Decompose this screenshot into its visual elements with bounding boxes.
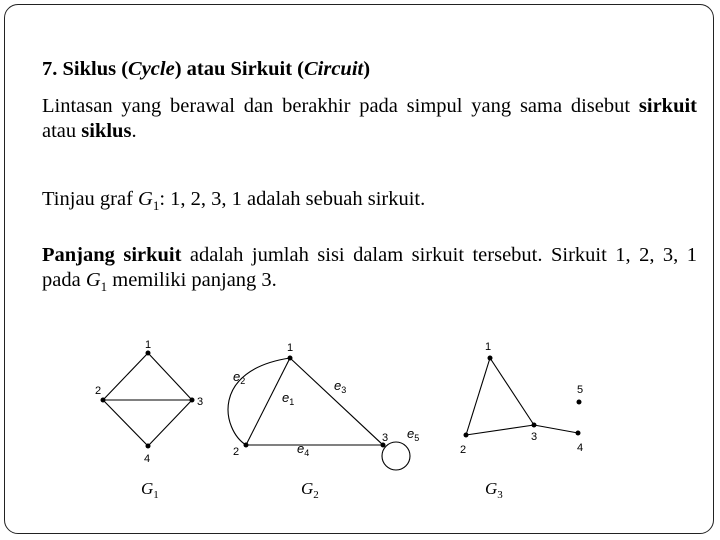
- vertex-g3-1: [488, 356, 493, 361]
- vertex-g3-5: [577, 400, 582, 405]
- edge-label-e3: $e_3$: [334, 378, 347, 395]
- edge-g3-2-3: [466, 425, 534, 435]
- vertex-label: 4: [144, 453, 151, 465]
- definition-paragraph: Lintasan yang berawal dan berakhir pada simpul yang sama disebut sirkuit atau siklus.: [42, 95, 697, 142]
- edge-g1-1-3: [148, 353, 192, 400]
- vertex-g2-1: [288, 356, 293, 361]
- example-paragraph: Tinjau graf $G_1$: 1, 2, 3, 1 adalah sebuah sirkuit.: [42, 188, 426, 214]
- graph-label-g3: $G_3$: [485, 479, 503, 501]
- graph-g1: [95, 339, 203, 501]
- vertex-g1-3: [190, 398, 195, 403]
- edge-g3-1-3: [490, 358, 534, 425]
- vertex-label: 2: [460, 444, 467, 456]
- vertex-label: 4: [577, 442, 584, 454]
- vertex-label: 2: [233, 446, 240, 458]
- vertex-g3-2: [464, 433, 469, 438]
- graph-g3: [460, 341, 583, 501]
- vertex-label: 2: [95, 385, 102, 397]
- vertex-g2-2: [244, 443, 249, 448]
- vertex-g1-4: [146, 444, 151, 449]
- edge-label-e2: $e_2$: [233, 369, 246, 386]
- graph-label-g1: $G_1$: [141, 479, 159, 501]
- vertex-label: 1: [145, 339, 152, 351]
- vertex-g3-3: [532, 423, 537, 428]
- edge-g2-e3: [290, 358, 383, 445]
- vertex-label: 3: [531, 431, 538, 443]
- length-paragraph: Panjang sirkuit adalah jumlah sisi dalam sirkuit tersebut. Sirkuit 1, 2, 3, 1 pada $G_1$ memiliki panjang 3.: [42, 244, 698, 295]
- vertex-label: 3: [382, 432, 389, 444]
- vertex-g1-2: [101, 398, 106, 403]
- vertex-label: 1: [485, 341, 492, 353]
- edge-label-e5: $e_5$: [407, 426, 420, 443]
- edge-g3-1-2: [466, 358, 490, 435]
- edge-g1-3-4: [148, 400, 192, 446]
- edge-g3-3-4: [534, 425, 578, 433]
- vertex-label: 1: [287, 342, 294, 354]
- graph-label-g2: $G_2$: [301, 479, 319, 501]
- edge-label-e4: $e_4$: [297, 441, 310, 458]
- vertex-g1-1: [146, 351, 151, 356]
- edge-g1-2-4: [103, 400, 148, 446]
- edge-g1-1-2: [103, 353, 148, 400]
- edge-label-e1: $e_1$: [282, 390, 295, 407]
- vertex-label: 5: [577, 384, 584, 396]
- section-heading: 7. Siklus (Cycle) atau Sirkuit (Circuit): [42, 58, 371, 80]
- vertex-label: 3: [197, 396, 204, 408]
- vertex-g3-4: [576, 431, 581, 436]
- edge-g2-e5-loop: [382, 442, 410, 470]
- graph-g2: [228, 342, 419, 501]
